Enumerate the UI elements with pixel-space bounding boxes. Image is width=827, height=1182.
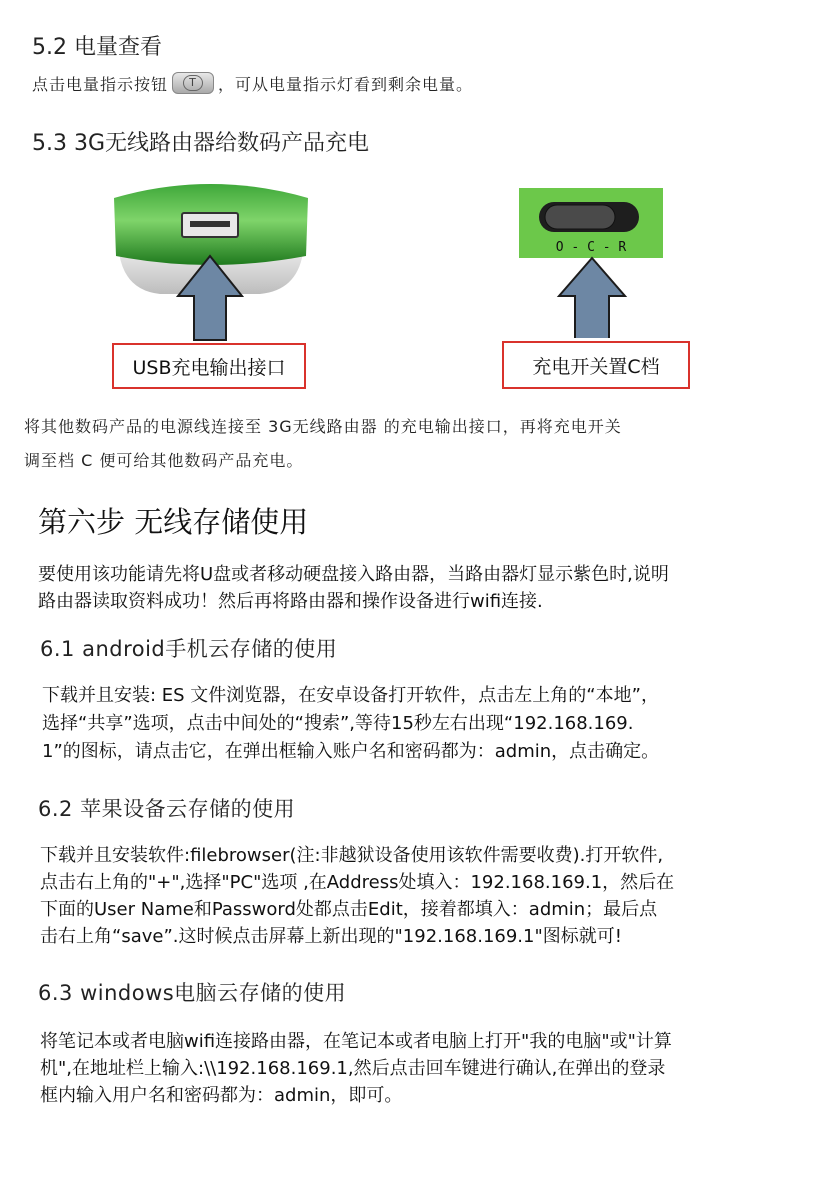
section-5-2-text-before: 点击电量指示按钮 [32,75,169,94]
section-6-1-line3: 1”的图标，请点击它，在弹出框输入账户名和密码都为：admin，点击确定。 [42,741,660,762]
section-6-3-line3: 框内输入用户名和密码都为：admin，即可。 [40,1085,403,1106]
section-6-3-heading: 6.3 windows电脑云存储的使用 [38,981,347,1005]
section-5-3-body-line1: 将其他数码产品的电源线连接至 3G无线路由器 的充电输出接口，再将充电开关 [24,417,622,436]
section-5-2-text-after: ，可从电量指示灯看到剩余电量。 [218,75,474,94]
section-6-2-line2: 点击右上角的"+",选择"PC"选项 ,在Address处填入：192.168.169.1，然后在 [40,872,675,893]
section-6-3-line2: 机",在地址栏上输入:\\192.168.169.1,然后点击回车键进行确认,在弹出的登录 [40,1058,666,1079]
section-6-1-line1: 下载并且安装: ES 文件浏览器，在安卓设备打开软件，点击左上角的“本地”， [42,685,659,706]
step-6-intro-line1: 要使用该功能请先将U盘或者移动硬盘接入路由器，当路由器灯显示紫色时,说明 [38,564,669,585]
section-5-2-text [32,72,473,95]
section-5-2-heading: 5.2 电量查看 [32,35,162,60]
charge-switch-illustration [519,188,665,338]
section-6-2-line4: 击右上角“save”.这时候点击屏幕上新出现的"192.168.169.1"图标就可! [40,926,622,947]
section-6-1-line2: 选择“共享”选项，点击中间处的“搜索”,等待15秒左右出现“192.168.169. [42,713,634,734]
switch-label: 充电开关置C档 [502,341,690,389]
usb-label: USB充电输出接口 [112,343,306,389]
switch-arrow-icon [559,258,625,338]
section-6-2-heading: 6.2 苹果设备云存储的使用 [38,797,296,821]
section-6-2-line1: 下载并且安装软件:filebrowser(注:非越狱设备使用该软件需要收费).打开软件, [40,845,664,866]
section-6-3-line1: 将笔记本或者电脑wifi连接路由器，在笔记本或者电脑上打开"我的电脑"或"计算 [40,1031,672,1052]
section-5-3-heading: 5.3 3G无线路由器给数码产品充电 [32,131,370,156]
section-6-1-heading: 6.1 android手机云存储的使用 [40,637,338,661]
step-6-intro-line2: 路由器读取资料成功！然后再将路由器和操作设备进行wifi连接. [38,591,543,612]
switch-knob-icon [545,205,615,229]
step-6-heading: 第六步 无线存储使用 [38,505,309,539]
battery-button-icon: T [172,72,214,94]
switch-position-text: O - C - R [555,240,627,255]
section-6-2-line3: 下面的User Name和Password处都点击Edit，接着都填入：admin；最后点 [40,899,658,920]
section-5-3-body-line2: 调至档 C 便可给其他数码产品充电。 [24,451,304,470]
